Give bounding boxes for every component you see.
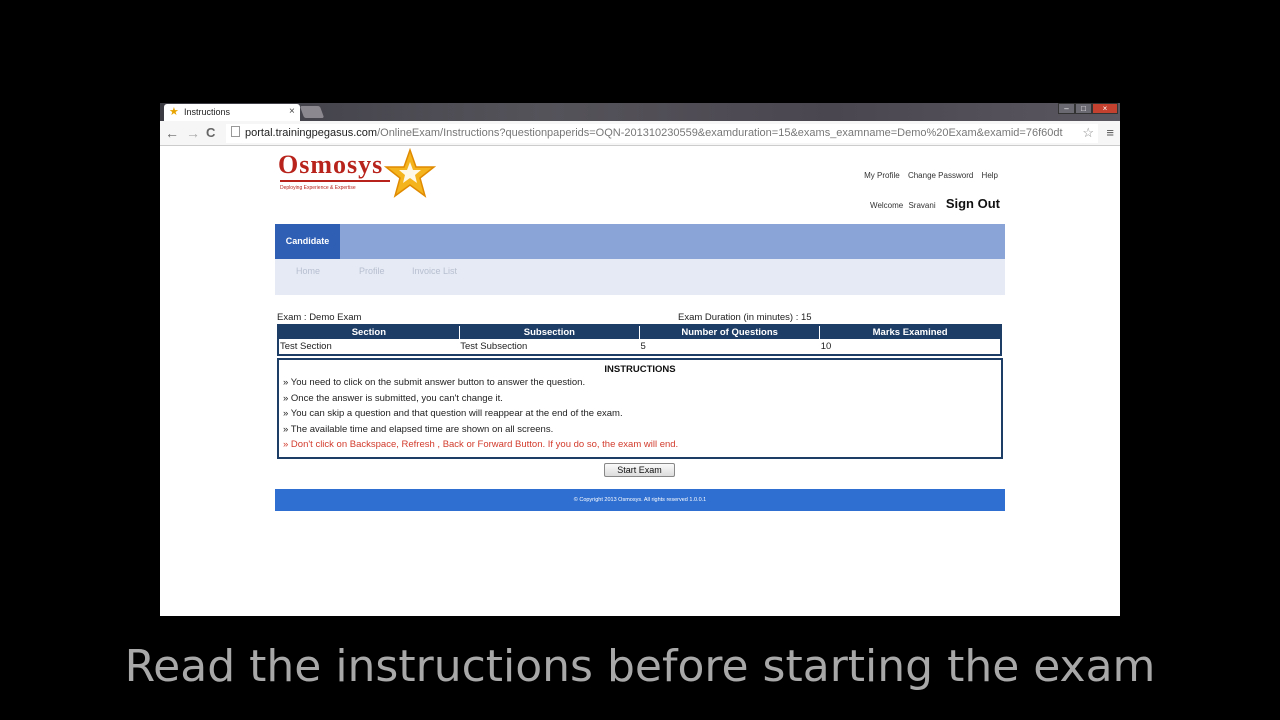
- tab-title: Instructions: [184, 107, 231, 117]
- osmosys-logo[interactable]: [278, 148, 438, 203]
- welcome-label: Welcome: [870, 201, 904, 210]
- reload-icon[interactable]: C: [206, 125, 216, 140]
- browser-toolbar: [160, 121, 1120, 146]
- exam-duration: Exam Duration (in minutes) : 15: [678, 312, 812, 323]
- cell-question-count: 5: [640, 341, 646, 352]
- my-profile-link[interactable]: My Profile: [864, 171, 900, 180]
- sign-out-link[interactable]: Sign Out: [945, 196, 1000, 211]
- column-header: Subsection: [459, 326, 639, 339]
- help-link[interactable]: Help: [981, 171, 998, 180]
- instruction-warning: » Don't click on Backspace, Refresh , Back or Forward Button. If you do so, the exam will end.: [283, 439, 679, 450]
- forward-icon[interactable]: →: [186, 125, 200, 141]
- subnav-profile[interactable]: Profile: [359, 266, 385, 276]
- instructions-title: INSTRUCTIONS: [604, 364, 676, 375]
- new-tab-button[interactable]: [300, 106, 324, 118]
- username: Sravani: [908, 201, 936, 210]
- column-header: Section: [279, 326, 459, 339]
- browser-window: [160, 103, 1120, 616]
- menu-icon[interactable]: ≡: [1106, 125, 1114, 140]
- maximize-button[interactable]: □: [1075, 103, 1092, 114]
- url-host: portal.trainingpegasus.com: [245, 127, 378, 139]
- instruction-item: » Once the answer is submitted, you can't change it.: [283, 392, 503, 404]
- video-caption: Read the instructions before starting the exam: [124, 641, 1156, 692]
- url-path: /OnlineExam/Instructions?questionpaperids=OQN-201310230559&examduration=15&exams_examname=Demo%20Exam&examid=76f60dt: [377, 127, 1063, 139]
- column-header: Number of Questions: [640, 326, 820, 339]
- cell-section: Test Section: [280, 341, 332, 352]
- bookmark-star-icon[interactable]: ☆: [1082, 125, 1094, 140]
- table-row: [279, 339, 1000, 354]
- logo-text: Osmosys: [278, 150, 384, 179]
- sub-nav: [275, 259, 1005, 295]
- exam-info: [277, 312, 1004, 323]
- instructions-box: [277, 358, 1003, 459]
- subnav-home[interactable]: Home: [296, 266, 321, 276]
- browser-tab[interactable]: [164, 104, 300, 121]
- back-icon[interactable]: ←: [165, 125, 179, 141]
- top-links: [858, 171, 998, 180]
- web-page: [160, 146, 1120, 616]
- minimize-button[interactable]: –: [1058, 103, 1075, 114]
- close-window-button[interactable]: ×: [1092, 103, 1118, 114]
- table-header-row: [279, 326, 1000, 339]
- logo-underline: [280, 180, 390, 182]
- logo-tagline: Deploying Experience & Expertise: [280, 185, 356, 191]
- page-icon: [231, 126, 240, 137]
- instruction-item: » You can skip a question and that question will reappear at the end of the exam.: [283, 408, 623, 419]
- subnav-invoice-list[interactable]: Invoice List: [412, 266, 458, 276]
- address-bar[interactable]: [226, 124, 1098, 143]
- main-nav: [275, 224, 1005, 259]
- instruction-item: » The available time and elapsed time are shown on all screens.: [283, 423, 554, 435]
- logo-star-icon: [384, 148, 436, 200]
- page-footer: © Copyright 2013 Osmosys. All rights reserved 1.0.0.1: [275, 489, 1005, 511]
- tab-favicon-star-icon: ★: [169, 106, 179, 118]
- tab-close-icon[interactable]: ×: [289, 106, 295, 117]
- window-controls: [1058, 103, 1118, 115]
- tab-candidate[interactable]: Candidate: [275, 224, 340, 259]
- instruction-item: » You need to click on the submit answer button to answer the question.: [283, 377, 586, 388]
- exam-name: Exam : Demo Exam: [277, 312, 362, 323]
- title-bar: [160, 103, 1120, 121]
- exam-summary-table: [277, 324, 1002, 356]
- start-exam-button[interactable]: Start Exam: [604, 463, 675, 477]
- change-password-link[interactable]: Change Password: [907, 171, 974, 180]
- cell-subsection: Test Subsection: [460, 341, 528, 352]
- welcome-area: [870, 196, 1000, 211]
- column-header: Marks Examined: [820, 326, 1000, 339]
- cell-marks: 10: [820, 341, 832, 352]
